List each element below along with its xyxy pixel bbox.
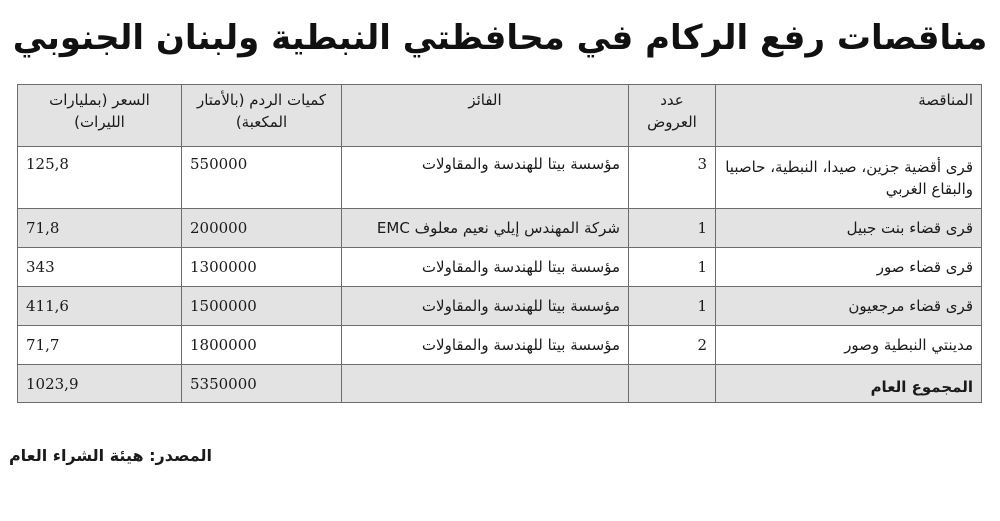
cell-price: 71,8: [18, 209, 182, 248]
total-label: المجموع العام: [716, 365, 982, 403]
cell-winner: مؤسسة بيتا للهندسة والمقاولات: [342, 287, 629, 326]
header-offers: عدد العروض: [629, 85, 716, 147]
header-quantity: كميات الردم (بالأمتار المكعبة): [182, 85, 342, 147]
cell-winner: مؤسسة بيتا للهندسة والمقاولات: [342, 326, 629, 365]
cell-quantity: 1300000: [182, 248, 342, 287]
page-title: مناقصات رفع الركام في محافظتي النبطية ولبنان الجنوبي: [12, 18, 988, 58]
table-total-row: [18, 365, 982, 403]
total-price: 1023,9: [18, 365, 182, 403]
cell-tender: قرى أقضية جزين، صيدا، النبطية، حاصبيا والبقاع الغربي: [716, 147, 982, 209]
cell-tender: مدينتي النبطية وصور: [716, 326, 982, 365]
cell-price: 411,6: [18, 287, 182, 326]
header-tender: المناقصة: [716, 85, 982, 147]
source-note: المصدر: هيئة الشراء العام: [8, 446, 212, 465]
cell-offers: 3: [629, 147, 716, 209]
cell-quantity: 1800000: [182, 326, 342, 365]
table-row: [18, 209, 982, 248]
cell-offers: 1: [629, 209, 716, 248]
cell-tender: قرى قضاء مرجعيون: [716, 287, 982, 326]
cell-winner: مؤسسة بيتا للهندسة والمقاولات: [342, 147, 629, 209]
header-price: السعر (بمليارات الليرات): [18, 85, 182, 147]
table-row: [18, 287, 982, 326]
cell-winner: مؤسسة بيتا للهندسة والمقاولات: [342, 248, 629, 287]
cell-price: 343: [18, 248, 182, 287]
cell-offers: 1: [629, 287, 716, 326]
cell-tender: قرى قضاء بنت جبيل: [716, 209, 982, 248]
table-header-row: [18, 85, 982, 147]
cell-price: 71,7: [18, 326, 182, 365]
cell-winner: شركة المهندس إيلي نعيم معلوف EMC: [342, 209, 629, 248]
header-winner: الفائز: [342, 85, 629, 147]
cell-tender: قرى قضاء صور: [716, 248, 982, 287]
total-winner: [342, 365, 629, 403]
cell-quantity: 1500000: [182, 287, 342, 326]
table-row: [18, 248, 982, 287]
total-quantity: 5350000: [182, 365, 342, 403]
total-offers: [629, 365, 716, 403]
table-row: [18, 326, 982, 365]
cell-quantity: 200000: [182, 209, 342, 248]
cell-quantity: 550000: [182, 147, 342, 209]
cell-offers: 2: [629, 326, 716, 365]
cell-price: 125,8: [18, 147, 182, 209]
table-row: [18, 147, 982, 209]
cell-offers: 1: [629, 248, 716, 287]
tenders-table: [17, 84, 982, 403]
